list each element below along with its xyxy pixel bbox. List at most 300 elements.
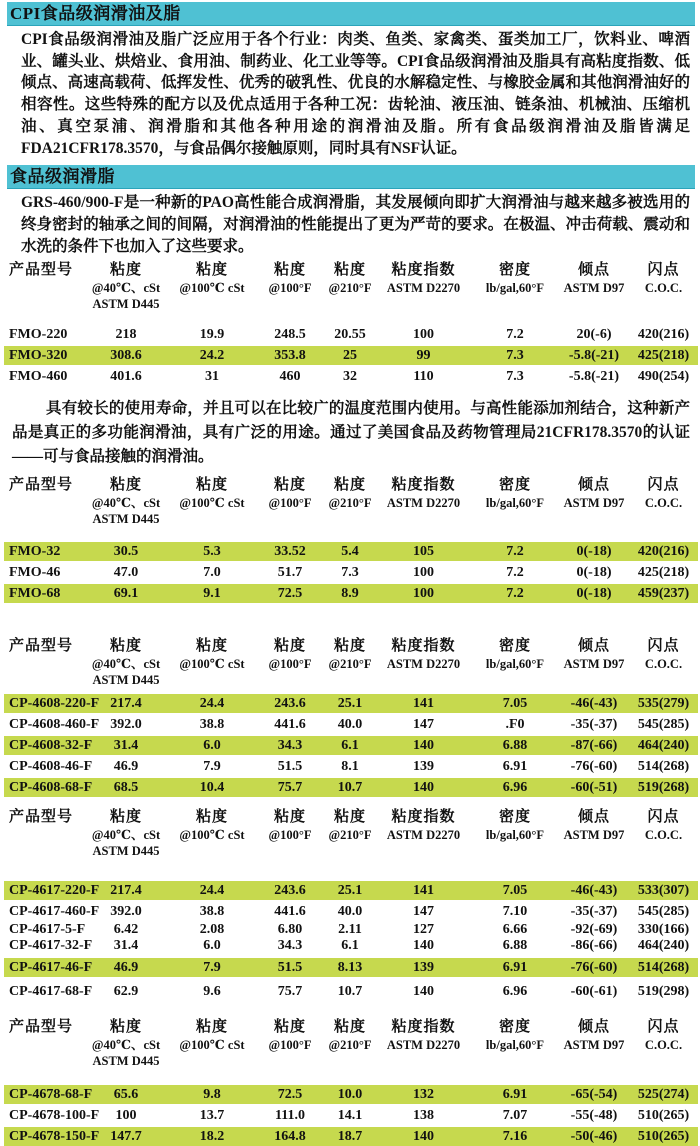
column-header-sub: @100°F (268, 496, 312, 511)
column-header-label: 粘度指数 (391, 638, 456, 655)
column-header-sub: C.O.C. (644, 281, 683, 296)
spec-value: 7.3 (506, 368, 524, 384)
spec-value: 38.8 (199, 716, 225, 732)
column-header-sub: ASTM D97 (563, 1038, 625, 1053)
spec-value: -55(-48) (570, 1107, 618, 1123)
column-header-label: 倾点 (577, 809, 610, 826)
spec-value: 51.7 (277, 564, 303, 580)
spec-value: 330(166) (637, 921, 690, 937)
spec-value: 7.07 (502, 1107, 528, 1123)
column-header-sub: @100℃ cSt (179, 496, 245, 511)
spec-value: 519(298) (637, 983, 690, 999)
product-model: FMO-46 (9, 564, 61, 580)
column-header-label: 粘度 (109, 1019, 142, 1036)
product-model: FMO-68 (9, 585, 61, 601)
spec-value: -5.8(-21) (568, 347, 620, 363)
product-model: CP-4617-32-F (9, 938, 93, 954)
spec-value: 100 (413, 564, 434, 580)
spec-value: 7.3 (506, 347, 524, 363)
spec-value: 38.8 (199, 903, 225, 919)
column-header (324, 261, 376, 296)
spec-value: -46(-43) (570, 882, 618, 898)
product-model: CP-4617-68-F (9, 983, 93, 999)
spec-value: -35(-37) (570, 903, 618, 919)
column-header-sub: @210°F (328, 1038, 372, 1053)
spec-value: 139 (413, 758, 434, 774)
column-header (4, 476, 84, 495)
spec-value: 31 (205, 368, 219, 384)
spec-value: 535(279) (637, 695, 690, 711)
column-header (4, 637, 84, 656)
spec-value: 545(285) (637, 903, 690, 919)
column-header-sub: @40℃、cSt (91, 657, 161, 672)
spec-value: 460 (279, 368, 301, 384)
spec-value: 7.2 (506, 543, 524, 559)
spec-value: 243.6 (274, 882, 306, 898)
column-header-label: 倾点 (577, 262, 610, 279)
spec-value: 138 (413, 1107, 434, 1123)
column-header-label: 闪点 (647, 262, 680, 279)
column-header-sub: C.O.C. (644, 657, 683, 672)
spec-value: 40.0 (337, 716, 363, 732)
table-row (4, 367, 698, 386)
spec-value: 6.66 (502, 921, 528, 937)
spec-value: 6.80 (277, 921, 303, 937)
column-header-sub: ASTM D97 (563, 657, 625, 672)
spec-value: 7.16 (502, 1128, 528, 1144)
spec-value: 65.6 (113, 1086, 139, 1102)
spec-value: 0(-18) (576, 543, 612, 559)
spec-value: 6.1 (341, 938, 359, 954)
table-row (4, 325, 698, 344)
product-model: CP-4617-5-F (9, 921, 86, 937)
product-model: CP-4608-46-F (9, 758, 93, 774)
spec-value: 392.0 (110, 903, 142, 919)
column-header-label: 粘度 (273, 638, 306, 655)
column-header-label: 粘度 (273, 477, 306, 494)
section-bar-food-grade-oils (7, 2, 695, 26)
column-header (559, 261, 629, 296)
column-header-sub: @40℃、cSt (91, 281, 161, 296)
spec-table-cp4678 (4, 1018, 698, 1146)
column-header-sub: @210°F (328, 657, 372, 672)
column-header-label: 粘度 (333, 638, 366, 655)
column-header (376, 1018, 471, 1053)
column-header (168, 261, 256, 296)
spec-value: 9.8 (203, 1086, 221, 1102)
column-header (376, 261, 471, 296)
spec-value: 18.7 (337, 1128, 363, 1144)
table-row (4, 982, 698, 1001)
column-header (168, 476, 256, 511)
spec-value: 7.3 (341, 564, 359, 580)
spec-value: 464(240) (637, 737, 690, 753)
column-header-sub: @100℃ cSt (179, 1038, 245, 1053)
column-header (376, 476, 471, 511)
column-header (168, 1018, 256, 1053)
column-header (471, 1018, 559, 1053)
column-header-label: 粘度 (195, 638, 228, 655)
column-header-label: 产品型号 (9, 809, 74, 826)
section-title-grease: 食品级润滑脂 (10, 167, 115, 187)
spec-value: 464(240) (637, 938, 690, 954)
product-model: FMO-460 (9, 368, 68, 384)
column-header-label: 产品型号 (9, 262, 74, 279)
column-header-label: 产品型号 (9, 1019, 74, 1036)
column-header-label: 粘度 (109, 262, 142, 279)
spec-value: 9.6 (203, 983, 221, 999)
column-header (84, 808, 168, 859)
table-row (4, 757, 698, 776)
column-header-label: 粘度 (273, 1019, 306, 1036)
column-header-label: 闪点 (647, 638, 680, 655)
spec-value: 13.7 (199, 1107, 225, 1123)
spec-value: 111.0 (275, 1107, 305, 1123)
column-header-label: 倾点 (577, 638, 610, 655)
column-header-label: 粘度 (109, 477, 142, 494)
spec-table-fmo-light (4, 476, 698, 603)
spec-value: 514(268) (637, 758, 690, 774)
section-bar-food-grade-grease (7, 165, 695, 189)
spec-value: 425(218) (637, 564, 690, 580)
spec-value: 10.0 (337, 1086, 363, 1102)
spec-value: 7.9 (203, 758, 221, 774)
spec-value: 140 (413, 779, 434, 795)
spec-value: 6.96 (502, 779, 528, 795)
column-header-sub: lb/gal,60°F (485, 828, 545, 843)
spec-value: 6.91 (502, 1086, 528, 1102)
column-header-sub: C.O.C. (644, 496, 683, 511)
oils-intro-paragraph: CPI食品级润滑油及脂广泛应用于各个行业：肉类、鱼类、家禽类、蛋类加工厂，饮料业、啤酒业、罐头业、烘焙业、食用油、制药业、化工业等等。CPI食品级润滑油及脂具有高粘度指数、低倾点、高速高载荷、低挥发性、优秀的破乳性、优良的水解稳定性、与橡胶金属和其他润滑油好的相容性。这些特殊的配方以及优点适用于各种工况：齿轮油、液压油、链条油、机械油、压缩机油、真空泵浦、润滑脂和其他各种用途的润滑油及脂。所有食品级润滑油及脂皆满足FDA21CFR178.3570，与食品偶尔接触原则，同时具有NSF认证。 (21, 31, 690, 157)
product-model: CP-4608-220-F (9, 695, 100, 711)
column-header (168, 637, 256, 672)
spec-value: 31.4 (113, 938, 139, 954)
spec-value: 46.9 (113, 758, 139, 774)
column-header-label: 密度 (498, 809, 531, 826)
spec-value: 6.1 (341, 737, 359, 753)
spec-value: 47.0 (113, 564, 139, 580)
spec-value: 100 (115, 1107, 137, 1123)
spec-value: 34.3 (277, 938, 303, 954)
table-row (4, 778, 698, 797)
column-header-sub: @100℃ cSt (179, 657, 245, 672)
column-header-sub: @40℃、cSt (91, 1038, 161, 1053)
spec-value: 441.6 (274, 716, 306, 732)
spec-value: 7.05 (502, 882, 528, 898)
spec-value: -35(-37) (570, 716, 618, 732)
column-header-label: 密度 (498, 262, 531, 279)
column-header (376, 637, 471, 672)
column-header-sub: lb/gal,60°F (485, 496, 545, 511)
spec-value: 248.5 (274, 326, 306, 342)
spec-value: 401.6 (110, 368, 142, 384)
spec-value: 6.0 (203, 737, 221, 753)
section-title-oils: CPI食品级润滑油及脂 (10, 4, 181, 23)
spec-value: 75.7 (277, 779, 303, 795)
column-header-label: 倾点 (577, 477, 610, 494)
spec-value: 33.52 (274, 543, 306, 559)
column-header-sub: C.O.C. (644, 828, 683, 843)
column-header (256, 261, 324, 296)
spec-value: 141 (413, 882, 434, 898)
column-header (168, 808, 256, 843)
spec-value: 140 (413, 737, 434, 753)
column-header-sub: ASTM D97 (563, 496, 625, 511)
spec-table-cp4608 (4, 637, 698, 797)
column-header-label: 粘度 (195, 262, 228, 279)
column-header-sub: @100°F (268, 1038, 312, 1053)
spec-value: 243.6 (274, 695, 306, 711)
column-header-label: 密度 (498, 638, 531, 655)
column-header-sub: ASTM D2270 (386, 496, 461, 511)
spec-value: 147 (413, 716, 434, 732)
column-header-sub: ASTM D445 (92, 844, 160, 859)
column-header-label: 粘度 (195, 477, 228, 494)
column-header-sub: ASTM D2270 (386, 828, 461, 843)
spec-value: 490(254) (637, 368, 690, 384)
spec-value: 7.9 (203, 959, 221, 975)
fmo-description-paragraph: 具有较长的使用寿命，并且可以在比较广的温度范围内使用。与高性能添加剂结合，这种新产品是真正的多功能润滑油，具有广泛的用途。通过了美国食品及药物管理局21CFR178.3570的认证——可与食品接触的润滑油。 (12, 400, 690, 466)
spec-value: 420(216) (637, 326, 690, 342)
column-header-label: 粘度 (333, 1019, 366, 1036)
spec-value: 7.2 (506, 585, 524, 601)
spec-value: 217.4 (110, 695, 142, 711)
spec-value: 34.3 (277, 737, 303, 753)
spec-value: 25 (343, 347, 357, 363)
spec-value: 30.5 (113, 543, 139, 559)
column-header (629, 808, 698, 843)
product-model: CP-4617-460-F (9, 903, 100, 919)
column-header-label: 粘度 (195, 809, 228, 826)
column-header-label: 粘度指数 (391, 1019, 456, 1036)
spec-value: -65(-54) (570, 1086, 618, 1102)
column-header-label: 产品型号 (9, 638, 74, 655)
spec-value: 441.6 (274, 903, 306, 919)
column-header-label: 粘度 (273, 262, 306, 279)
spec-value: -76(-60) (570, 758, 618, 774)
spec-value: 140 (413, 1128, 434, 1144)
spec-value: 20.55 (334, 326, 366, 342)
spec-value: 2.08 (199, 921, 225, 937)
column-header (84, 1018, 168, 1069)
table-row (4, 584, 698, 603)
column-header-label: 粘度 (333, 477, 366, 494)
column-header-sub: @100°F (268, 281, 312, 296)
spec-value: 140 (413, 938, 434, 954)
spec-value: 6.42 (113, 921, 139, 937)
column-header-label: 粘度指数 (391, 477, 456, 494)
column-header-label: 闪点 (647, 1019, 680, 1036)
spec-value: 141 (413, 695, 434, 711)
table-body (4, 1085, 698, 1146)
table-row (4, 1106, 698, 1125)
spec-value: -5.8(-21) (568, 368, 620, 384)
table-body (4, 542, 698, 603)
spec-value: 7.0 (203, 564, 221, 580)
column-header-sub: lb/gal,60°F (485, 1038, 545, 1053)
column-header (471, 476, 559, 511)
column-header-label: 闪点 (647, 809, 680, 826)
spec-value: 46.9 (113, 959, 139, 975)
column-header-label: 粘度 (109, 809, 142, 826)
column-header (256, 476, 324, 511)
column-header (376, 808, 471, 843)
spec-value: -87(-66) (570, 737, 618, 753)
product-model: CP-4608-460-F (9, 716, 100, 732)
column-header-sub: @210°F (328, 281, 372, 296)
spec-value: 51.5 (277, 959, 303, 975)
column-header (256, 808, 324, 843)
spec-value: 6.88 (502, 737, 528, 753)
column-header (324, 1018, 376, 1053)
spec-value: -60(-61) (570, 983, 618, 999)
spec-value: 6.0 (203, 938, 221, 954)
column-header-label: 产品型号 (9, 477, 74, 494)
spec-value: 105 (413, 543, 434, 559)
spec-value: 127 (413, 921, 434, 937)
column-header-sub: @40℃、cSt (91, 828, 161, 843)
product-model: CP-4608-32-F (9, 737, 93, 753)
spec-value: 20(-6) (576, 326, 612, 342)
table-row (4, 938, 698, 955)
column-header-sub: lb/gal,60°F (485, 657, 545, 672)
column-header-label: 粘度指数 (391, 262, 456, 279)
column-header-sub: @210°F (328, 496, 372, 511)
spec-value: -92(-69) (570, 921, 618, 937)
spec-value: 420(216) (637, 543, 690, 559)
spec-value: 69.1 (113, 585, 139, 601)
column-header-label: 粘度 (195, 1019, 228, 1036)
product-model: CP-4678-100-F (9, 1107, 100, 1123)
spec-value: 10.7 (337, 983, 363, 999)
spec-value: 8.9 (341, 585, 359, 601)
column-header (84, 476, 168, 527)
datasheet-page (0, 2, 700, 1144)
spec-value: 147 (413, 903, 434, 919)
spec-value: 100 (413, 326, 434, 342)
spec-value: 72.5 (277, 585, 303, 601)
spec-value: 10.4 (199, 779, 225, 795)
column-header-sub: C.O.C. (644, 1038, 683, 1053)
spec-value: 2.11 (338, 921, 362, 937)
table-header-row (4, 808, 698, 859)
spec-value: 75.7 (277, 983, 303, 999)
spec-value: 18.2 (199, 1128, 225, 1144)
column-header (256, 1018, 324, 1053)
spec-value: 6.96 (502, 983, 528, 999)
column-header-label: 粘度 (333, 262, 366, 279)
column-header (559, 1018, 629, 1053)
table-body (4, 881, 698, 1001)
spec-value: 6.88 (502, 938, 528, 954)
column-header (629, 1018, 698, 1053)
table-body (4, 325, 698, 386)
spec-value: 25.1 (337, 695, 363, 711)
column-header (84, 261, 168, 312)
product-model: CP-4678-68-F (9, 1086, 93, 1102)
column-header-label: 密度 (498, 1019, 531, 1036)
column-header (256, 637, 324, 672)
spec-value: 31.4 (113, 737, 139, 753)
table-row (4, 736, 698, 755)
spec-value: 525(274) (637, 1086, 690, 1102)
grease-intro-paragraph: GRS-460/900-F是一种新的PAO高性能合成润滑脂，其发展倾向即扩大润滑油与越来越多被选用的终身密封的轴承之间的间隔，对润滑油的性能提出了更为严苛的要求。在极温、冲击荷载、震动和水洗的条件下也加入了这些要求。 (21, 194, 690, 255)
spec-value: 72.5 (277, 1086, 303, 1102)
spec-value: 5.3 (203, 543, 221, 559)
spec-value: 7.05 (502, 695, 528, 711)
spec-value: 510(265) (637, 1128, 690, 1144)
spec-value: 14.1 (337, 1107, 363, 1123)
column-header (629, 476, 698, 511)
spec-value: 8.13 (337, 959, 363, 975)
product-model: FMO-32 (9, 543, 61, 559)
spec-value: 217.4 (110, 882, 142, 898)
spec-value: 51.5 (277, 758, 303, 774)
spec-value: 25.1 (337, 882, 363, 898)
table-row (4, 1127, 698, 1146)
table-row (4, 1085, 698, 1104)
spec-value: 147.7 (110, 1128, 142, 1144)
column-header (629, 261, 698, 296)
table-row (4, 921, 698, 938)
column-header-sub: ASTM D445 (92, 512, 160, 527)
spec-value: 68.5 (113, 779, 139, 795)
column-header (471, 808, 559, 843)
product-model: CP-4608-68-F (9, 779, 93, 795)
product-model: CP-4617-46-F (9, 959, 93, 975)
product-model: CP-4678-150-F (9, 1128, 100, 1144)
column-header-sub: ASTM D2270 (386, 1038, 461, 1053)
product-model: FMO-320 (9, 347, 68, 363)
spec-value: 19.9 (199, 326, 225, 342)
spec-value: -46(-43) (570, 695, 618, 711)
column-header (324, 808, 376, 843)
spec-value: 7.2 (506, 326, 524, 342)
spec-value: 510(265) (637, 1107, 690, 1123)
table-row (4, 902, 698, 921)
table-header-row (4, 261, 698, 312)
spec-value: 139 (413, 959, 434, 975)
column-header (629, 637, 698, 672)
table-header-row (4, 1018, 698, 1069)
spec-value: 514(268) (637, 959, 690, 975)
column-header-label: 倾点 (577, 1019, 610, 1036)
table-row (4, 958, 698, 977)
spec-value: -50(-46) (570, 1128, 618, 1144)
spec-table-fmo-heavy (4, 261, 698, 386)
spec-value: 0(-18) (576, 564, 612, 580)
table-body (4, 694, 698, 797)
product-model: FMO-220 (9, 326, 68, 342)
table-header-row (4, 476, 698, 527)
column-header-sub: ASTM D2270 (386, 657, 461, 672)
column-header-label: 粘度 (109, 638, 142, 655)
spec-value: 8.1 (341, 758, 359, 774)
column-header (84, 637, 168, 688)
spec-value: 7.10 (502, 903, 528, 919)
spec-value: 353.8 (274, 347, 306, 363)
spec-value: 32 (343, 368, 357, 384)
column-header-sub: @100°F (268, 828, 312, 843)
column-header-sub: ASTM D2270 (386, 281, 461, 296)
spec-value: 62.9 (113, 983, 139, 999)
spec-value: -86(-66) (570, 938, 618, 954)
column-header-label: 闪点 (647, 477, 680, 494)
column-header (4, 808, 84, 827)
spec-value: 6.91 (502, 758, 528, 774)
column-header-sub: @100℃ cSt (179, 828, 245, 843)
table-row (4, 881, 698, 900)
